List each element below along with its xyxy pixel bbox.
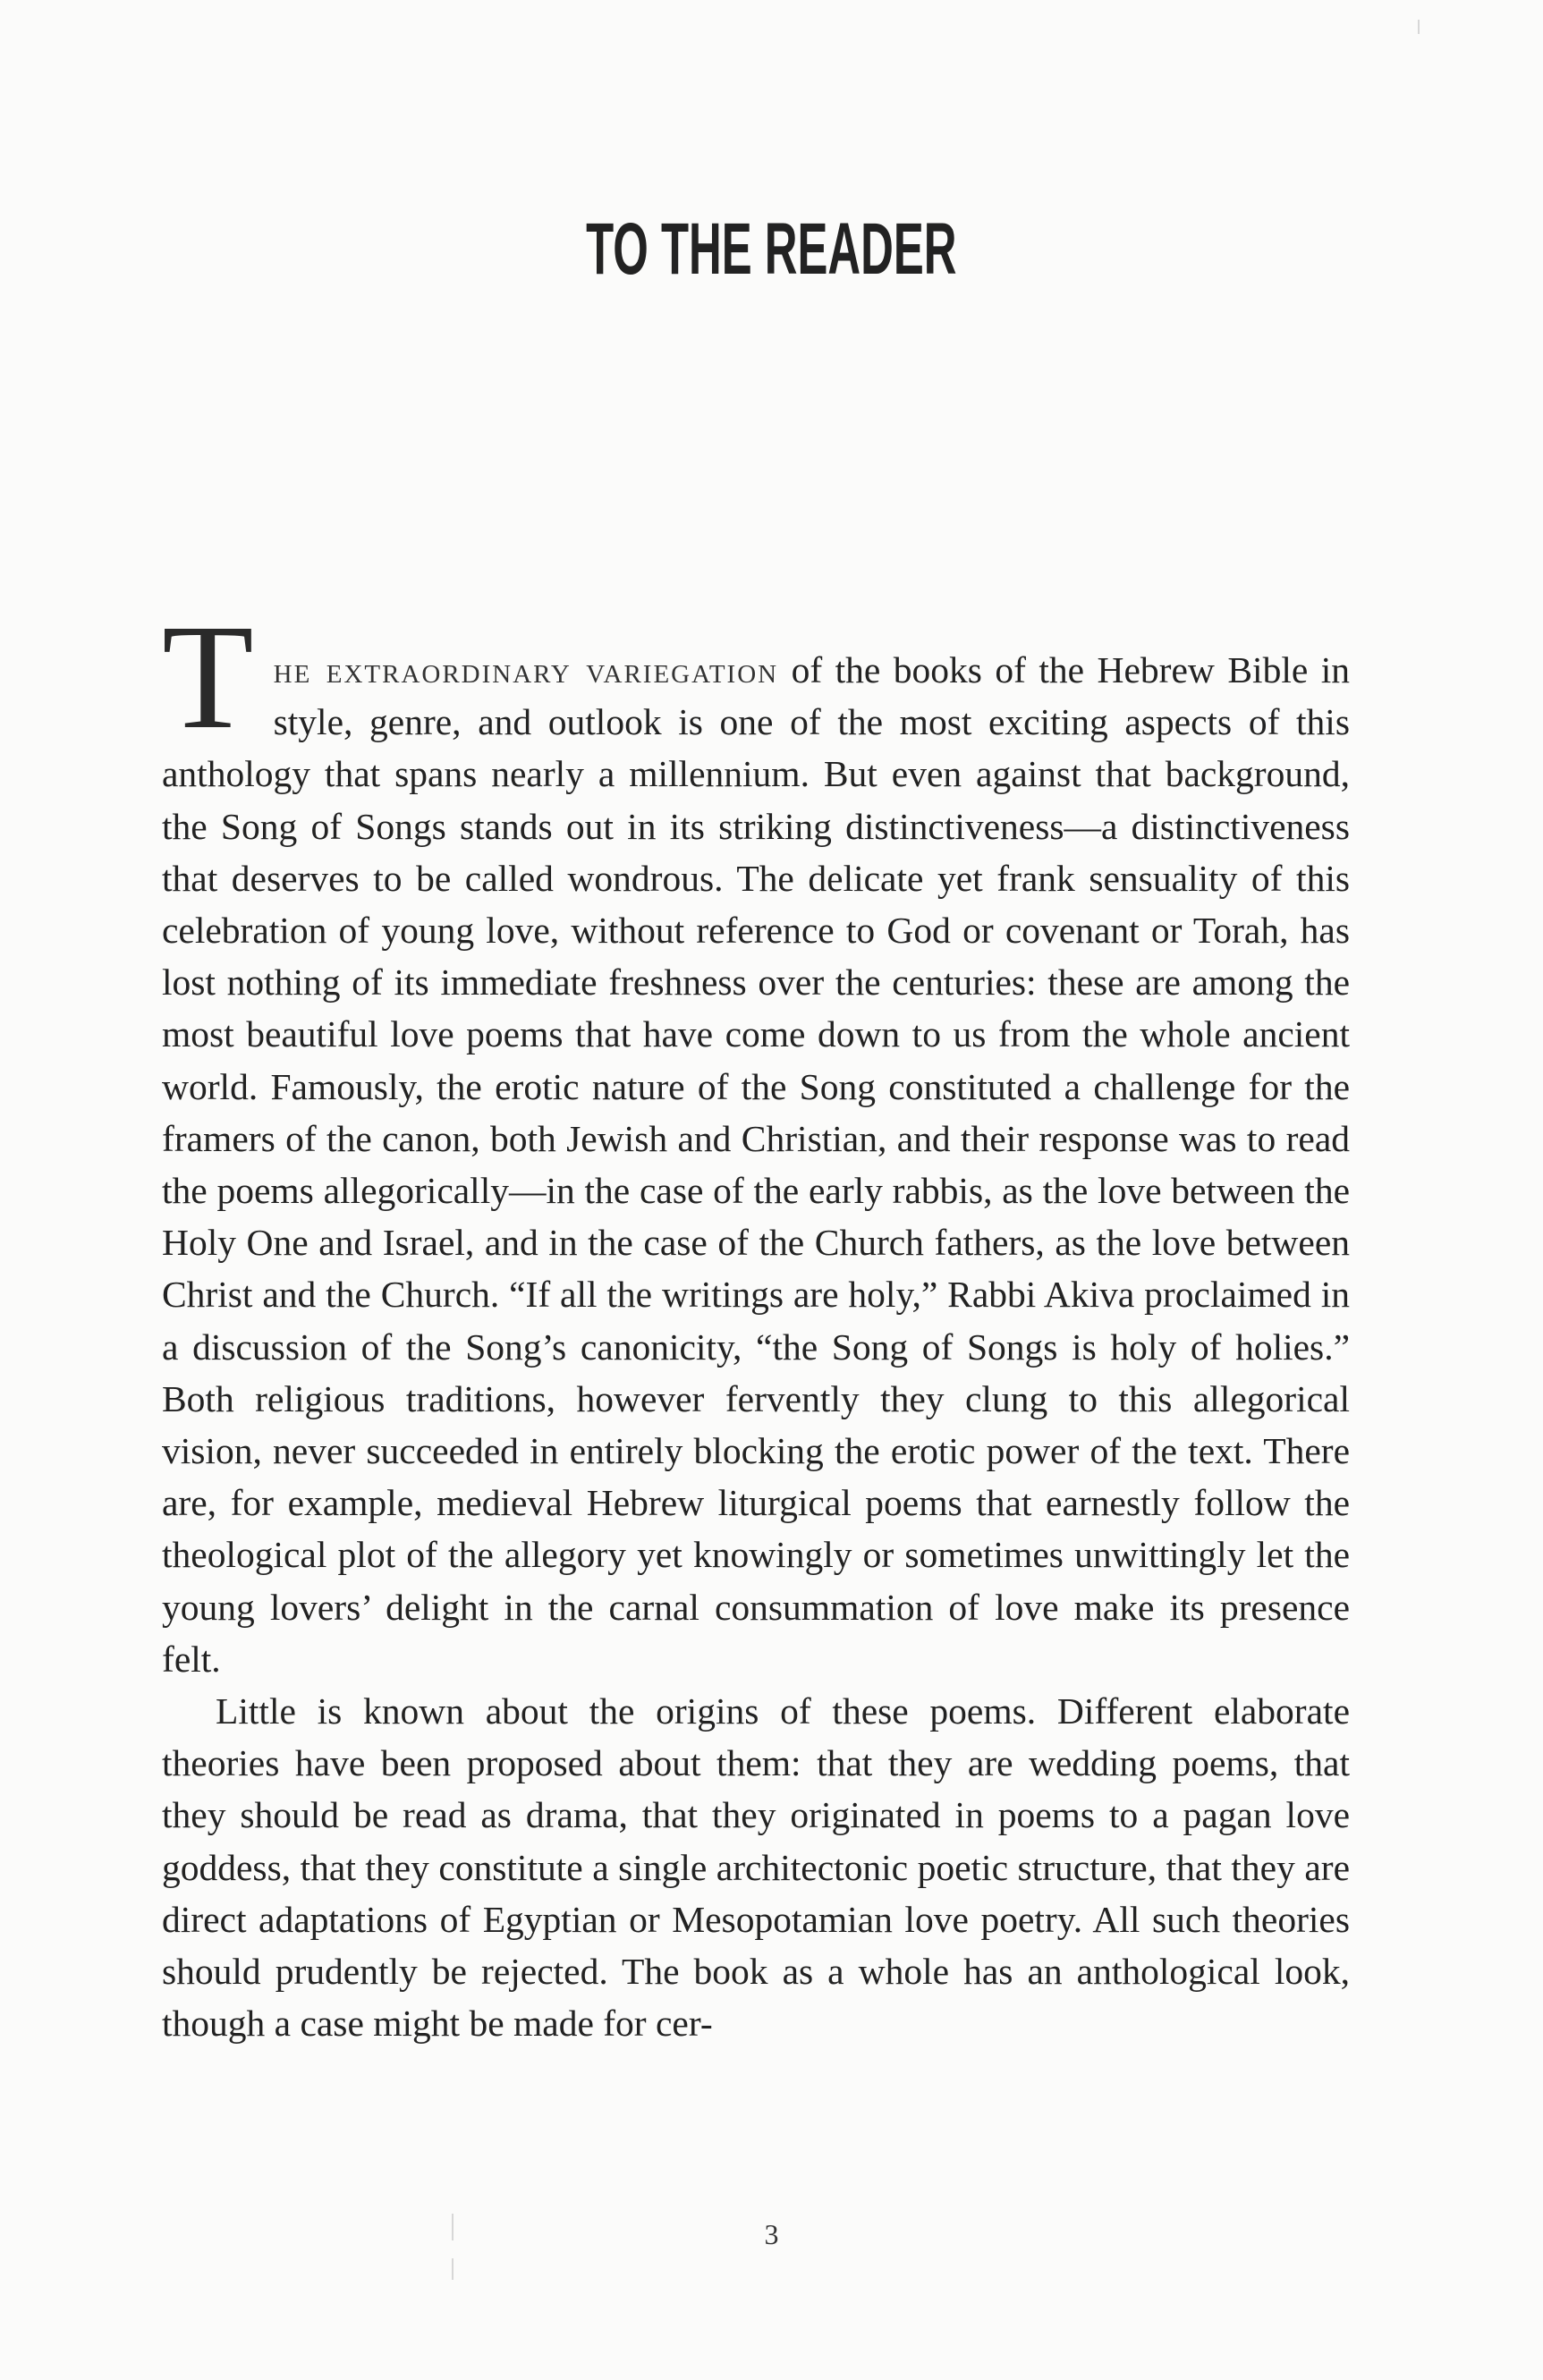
- body-text: [162, 594, 1351, 2049]
- scan-speck: [452, 2258, 454, 2280]
- scan-speck: [1418, 20, 1420, 34]
- paragraph-1-text: of the books of the Hebrew Bible in style, genre, and outlook is one of the most exciting aspects of this anthology that spans nearly a millennium. But even against that background, the Song of Songs stands out in its striking distinctiveness—a distinctiveness that deserves to be called wondrous. The delicate yet frank sensuality of this celebration of young love, without reference to God or covenant or Torah, has lost nothing of its immediate freshness over the centuries: these are among the most beautiful love poems that have come down to us from the whole ancient world. Famously, the erotic nature of the Song constituted a challenge for the framers of the canon, both Jewish and Christian, and their response was to read the poems allegorically—in the case of the early rabbis, as the love between the Holy One and Israel, and in the case of the Church fathers, as the love between Christ and the Church. “If all the writings are holy,” Rabbi Akiva proclaimed in a discussion of the Song’s canonicity, “the Song of Songs is holy of holies.” Both religious traditions, however fervently they clung to this allegorical vision, never succeeded in entirely blocking the erotic power of the text. There are, for example, medieval Hebrew liturgical poems that earnestly follow the theological plot of the allegory yet knowingly or sometimes unwittingly let the young lovers’ delight in the carnal consummation of love make its presence felt.: [162, 649, 1351, 1680]
- page-title: TO THE READER: [586, 208, 957, 290]
- opening-small-caps: he extraordinary variegation: [273, 649, 779, 690]
- page-number: 3: [764, 2218, 779, 2250]
- paragraph-2: Little is known about the origins of these poems. Different elaborate theories have been proposed about them: that they are wedding poems, that they should be read as drama, that they originated in poems to a pagan love goddess, that they constitute a single architectonic poetic structure, that they are direct adaptations of Egyptian or Mesopotamian love poetry. All such theories should prudently be rejected. The book as a whole has an anthological look, though a case might be made for cer-: [162, 1690, 1350, 2045]
- drop-cap: T: [162, 594, 254, 760]
- paragraph-1: [162, 594, 1351, 1685]
